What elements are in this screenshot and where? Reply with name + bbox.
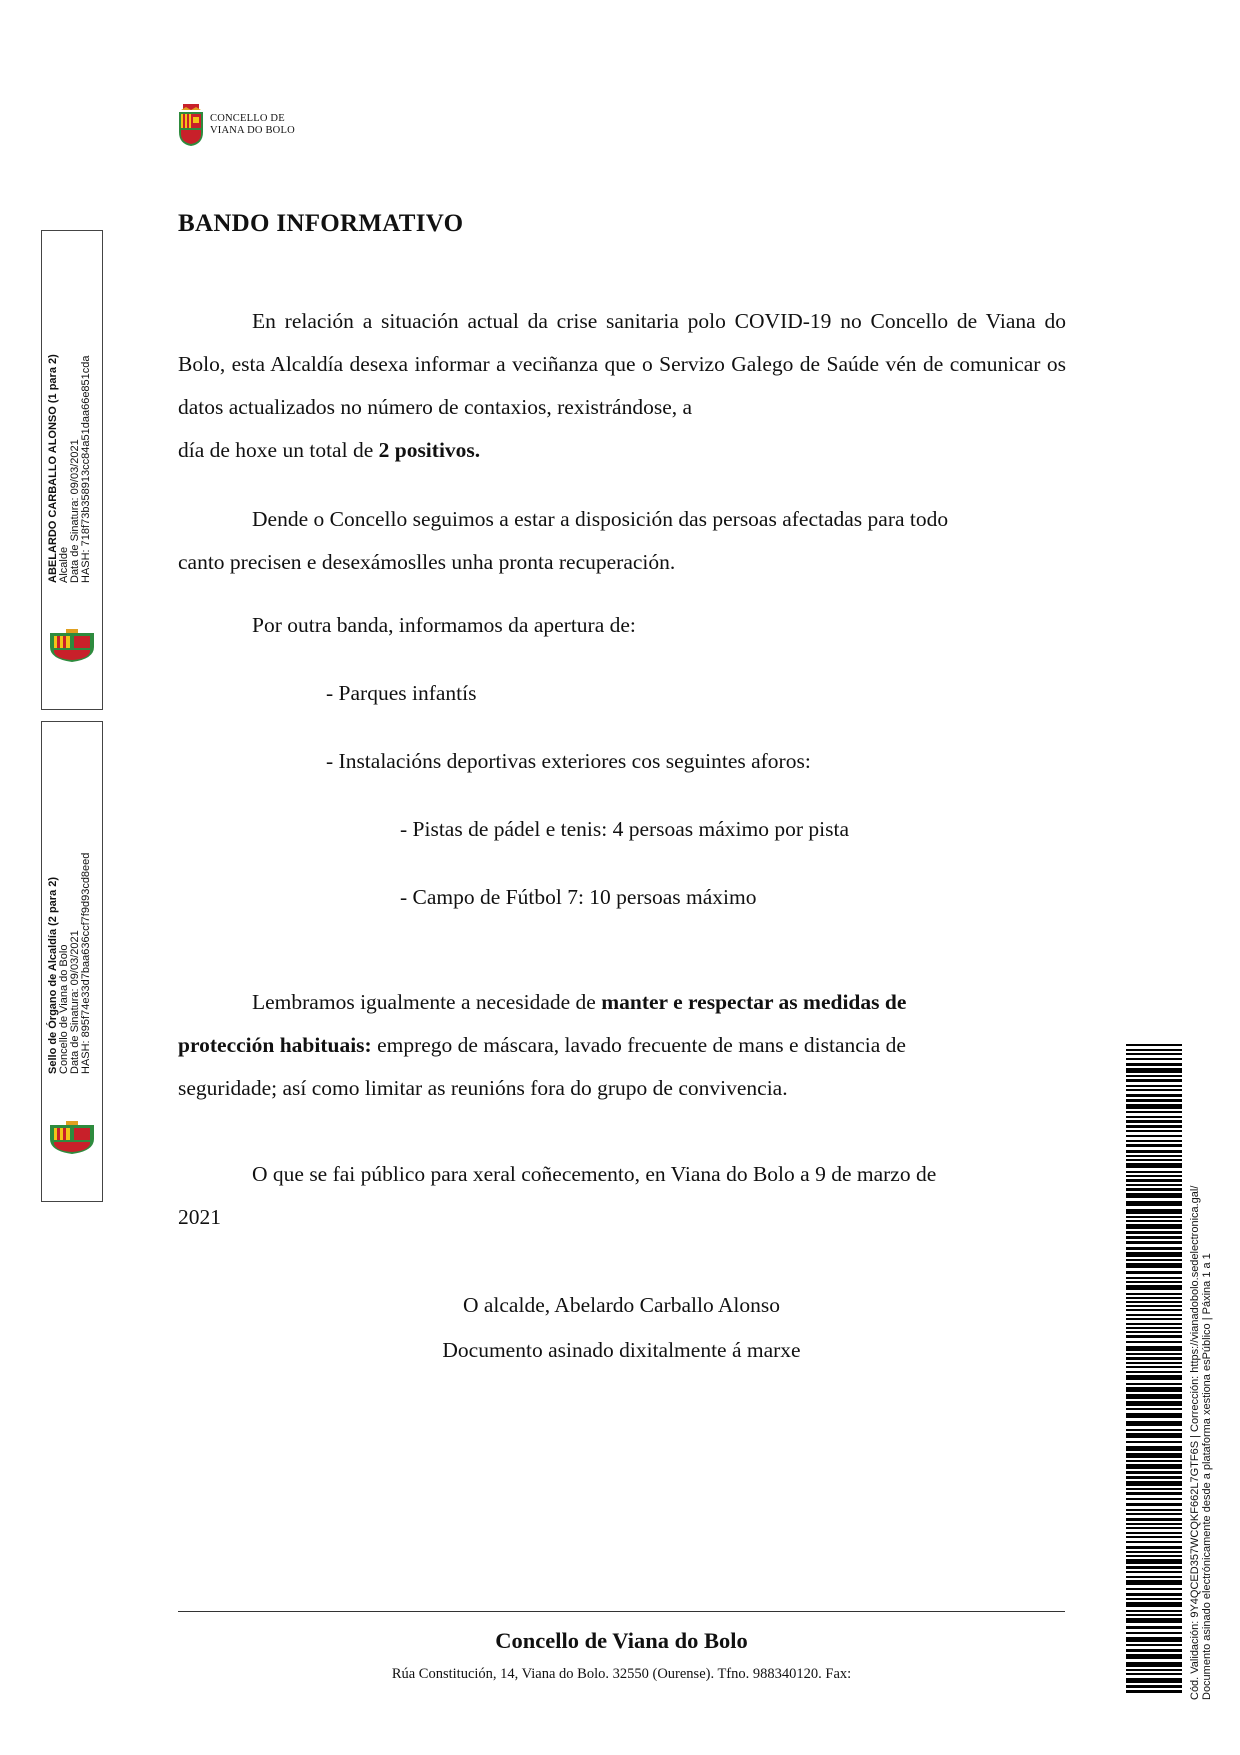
- barcode-bar: [1126, 1498, 1182, 1500]
- paragraph-4-text: Lembramos igualmente a necesidade de: [252, 990, 602, 1014]
- barcode-bar: [1126, 1259, 1182, 1261]
- barcode-bar: [1126, 1460, 1182, 1462]
- barcode-bar: [1126, 1281, 1182, 1283]
- barcode-bar: [1126, 1532, 1182, 1534]
- barcode-bar: [1126, 1453, 1182, 1458]
- barcode-bar: [1126, 1518, 1182, 1521]
- paragraph-4-bold: manter e respectar as medidas de: [601, 990, 907, 1014]
- signatory: O alcalde, Abelardo Carballo Alonso: [462, 1293, 781, 1317]
- barcode-bar: [1126, 1610, 1182, 1612]
- barcode-bar: [1126, 1371, 1182, 1373]
- signer-name: Sello de Órgano de Alcaldía (2 para 2): [47, 876, 59, 1074]
- barcode-bar: [1126, 1236, 1182, 1239]
- barcode-bar: [1126, 1632, 1182, 1634]
- barcode-bar: [1126, 1471, 1182, 1474]
- barcode-bar: [1126, 1252, 1182, 1257]
- barcode-bar: [1126, 1063, 1182, 1066]
- barcode-bar: [1126, 1626, 1182, 1629]
- barcode-bar: [1126, 1602, 1182, 1607]
- barcode-bar: [1126, 1346, 1182, 1351]
- barcode-bar: [1126, 1523, 1182, 1525]
- barcode-bar: [1126, 1263, 1182, 1268]
- barcode-bar: [1126, 1503, 1182, 1506]
- barcode-bar: [1126, 1079, 1182, 1082]
- barcode-bar: [1126, 1614, 1182, 1616]
- barcode-bar: [1126, 1171, 1182, 1173]
- paragraph-2: [178, 498, 1066, 584]
- barcode-bar: [1126, 1408, 1182, 1410]
- barcode-bar: [1126, 1068, 1182, 1073]
- barcode-bar: [1126, 1690, 1182, 1693]
- barcode-bar: [1126, 1527, 1182, 1529]
- validation-barcode: [1126, 1044, 1182, 1695]
- barcode-bar: [1126, 1464, 1182, 1469]
- footer-divider: [178, 1611, 1065, 1612]
- barcode-bar: [1126, 1341, 1182, 1343]
- barcode-bar: [1126, 1220, 1182, 1222]
- barcode-bar: [1126, 1509, 1182, 1511]
- barcode-bar: [1126, 1241, 1182, 1244]
- barcode-bar: [1126, 1421, 1182, 1426]
- barcode-bar: [1126, 1331, 1182, 1333]
- barcode-bar: [1126, 1673, 1182, 1675]
- barcode-bar: [1126, 1058, 1182, 1060]
- barcode-bar: [1126, 1135, 1182, 1137]
- barcode-bar: [1126, 1541, 1182, 1543]
- signature-stamp-2-text: [48, 853, 92, 1074]
- paragraph-3: Por outra banda, informamos da apertura de:: [252, 613, 636, 637]
- barcode-bar: [1126, 1383, 1182, 1385]
- barcode-bar: [1126, 1353, 1182, 1355]
- barcode-bar: [1126, 1413, 1182, 1418]
- list-item: - Parques infantís: [326, 681, 477, 705]
- barcode-bar: [1126, 1188, 1182, 1191]
- barcode-bar: [1126, 1644, 1182, 1646]
- barcode-bar: [1126, 1335, 1182, 1338]
- barcode-bar: [1126, 1271, 1182, 1274]
- validation-note: Documento asinado electrónicamente desde a plataforma xestiona esPúblico | Páxina 1 a 1: [1201, 1253, 1213, 1700]
- validation-code: Cód. Validación: 9Y4QCED357WCQKF662L7GTF6S | Corrección: https://vianadobolo.sedelectronica.gal/: [1189, 1185, 1201, 1700]
- barcode-bar: [1126, 1085, 1182, 1087]
- barcode-bar: [1126, 1125, 1182, 1128]
- barcode-bar: [1126, 1120, 1182, 1123]
- barcode-bar: [1126, 1546, 1182, 1549]
- coat-of-arms-icon: [48, 629, 96, 663]
- barcode-bar: [1126, 1357, 1182, 1360]
- barcode-bar: [1126, 1184, 1182, 1186]
- barcode-bar: [1126, 1297, 1182, 1299]
- paragraph-1: [178, 300, 1066, 472]
- barcode-bar: [1126, 1551, 1182, 1553]
- barcode-bar: [1126, 1179, 1182, 1182]
- logo-line-1: CONCELLO DE: [210, 113, 285, 124]
- barcode-bar: [1126, 1441, 1182, 1443]
- barcode-bar: [1126, 1580, 1182, 1585]
- paragraph-1-line-4: día de hoxe un total de: [178, 438, 379, 462]
- barcode-bar: [1126, 1144, 1182, 1147]
- signature-block: [178, 1283, 1065, 1373]
- barcode-bar: [1126, 1387, 1182, 1392]
- barcode-bar: [1126, 1150, 1182, 1153]
- paragraph-5: [178, 1153, 1066, 1239]
- signature-stamp-1-text: [48, 354, 92, 583]
- barcode-bar: [1126, 1678, 1182, 1683]
- barcode-bar: [1126, 1559, 1182, 1564]
- paragraph-5-line-2: 2021: [178, 1205, 221, 1229]
- municipal-logo: [178, 104, 295, 146]
- signature-date: Data de Sinatura: 09/03/2021: [69, 439, 81, 583]
- barcode-bar: [1126, 1488, 1182, 1490]
- logo-line-2: VIANA DO BOLO: [210, 125, 295, 136]
- signature-hash: HASH: 895f74e33d7baa636ccf7f9d93cd8eed: [80, 852, 92, 1074]
- barcode-bar: [1126, 1593, 1182, 1596]
- paragraph-5-line-1: O que se fai público para xeral coñecemento, en Viana do Bolo a 9 de marzo de: [252, 1162, 937, 1186]
- barcode-bar: [1126, 1159, 1182, 1161]
- paragraph-4-text: emprego de máscara, lavado frecuente de mans e distancia de: [371, 1033, 906, 1057]
- barcode-bar: [1126, 1231, 1182, 1234]
- barcode-bar: [1126, 1323, 1182, 1325]
- signer-role: Concello de Viana do Bolo: [58, 944, 70, 1074]
- sub-list-item: - Campo de Fútbol 7: 10 persoas máximo: [400, 885, 757, 909]
- barcode-bar: [1126, 1305, 1182, 1307]
- barcode-bar: [1126, 1216, 1182, 1218]
- barcode-bar: [1126, 1155, 1182, 1157]
- barcode-bar: [1126, 1099, 1182, 1102]
- signature-note: Documento asinado dixitalmente á marxe: [442, 1338, 801, 1362]
- signature-stamp-1: [41, 230, 103, 710]
- barcode-bar: [1126, 1301, 1182, 1303]
- barcode-bar: [1126, 1637, 1182, 1642]
- barcode-bar: [1126, 1476, 1182, 1479]
- barcode-bar: [1126, 1654, 1182, 1659]
- barcode-bar: [1126, 1285, 1182, 1290]
- signature-stamp-2: [41, 721, 103, 1202]
- paragraph-4: [178, 981, 1066, 1110]
- barcode-bar: [1126, 1209, 1182, 1214]
- paragraph-1-line-2: Viana do Bolo, esta Alcaldía desexa informar a veciñanza que o Servizo Galego de: [178, 309, 1066, 376]
- barcode-bar: [1126, 1669, 1182, 1671]
- barcode-bar: [1126, 1247, 1182, 1250]
- document-title: BANDO INFORMATIVO: [178, 210, 464, 237]
- barcode-bar: [1126, 1429, 1182, 1431]
- barcode-bar: [1126, 1649, 1182, 1652]
- logo-text: [210, 113, 295, 137]
- barcode-bar: [1126, 1053, 1182, 1055]
- barcode-bar: [1126, 1588, 1182, 1590]
- barcode-bar: [1126, 1662, 1182, 1667]
- signer-name: ABELARDO CARBALLO ALONSO (1 para 2): [47, 354, 59, 583]
- paragraph-4-text: seguridade; así como limitar as reunións fora do grupo de convivencia.: [178, 1076, 788, 1100]
- sub-list-item: - Pistas de pádel e tenis: 4 persoas máximo por pista: [400, 817, 850, 841]
- barcode-bar: [1126, 1293, 1182, 1295]
- barcode-bar: [1126, 1116, 1182, 1118]
- barcode-bar: [1126, 1111, 1182, 1113]
- barcode-bar: [1126, 1571, 1182, 1573]
- paragraph-4-bold: protección habituais:: [178, 1033, 372, 1057]
- barcode-bar: [1126, 1049, 1182, 1051]
- barcode-bar: [1126, 1140, 1182, 1142]
- paragraph-1-line-1: En relación a situación actual da crise sanitaria polo COVID-19 no Concello de: [252, 309, 978, 333]
- signature-date: Data de Sinatura: 09/03/2021: [69, 930, 81, 1074]
- barcode-bar: [1126, 1401, 1182, 1406]
- validation-text: [1189, 1186, 1213, 1700]
- barcode-bar: [1126, 1566, 1182, 1569]
- barcode-bar: [1126, 1175, 1182, 1177]
- signature-hash: HASH: 718f73b358913cc84a51daa66e851cda: [80, 355, 92, 583]
- barcode-bar: [1126, 1433, 1182, 1438]
- barcode-bar: [1126, 1362, 1182, 1364]
- barcode-bar: [1126, 1492, 1182, 1495]
- footer-address: Rúa Constitución, 14, Viana do Bolo. 32550 (Ourense). Tfno. 988340120. Fax:: [391, 1666, 852, 1682]
- barcode-bar: [1126, 1201, 1182, 1206]
- barcode-bar: [1126, 1094, 1182, 1097]
- barcode-bar: [1126, 1277, 1182, 1279]
- signer-role: Alcalde: [58, 546, 70, 583]
- list-item: - Instalacións deportivas exteriores cos seguintes aforos:: [326, 749, 811, 773]
- barcode-bar: [1126, 1075, 1182, 1077]
- barcode-bar: [1126, 1224, 1182, 1229]
- barcode-bar: [1126, 1481, 1182, 1486]
- barcode-bar: [1126, 1685, 1182, 1688]
- barcode-bar: [1126, 1163, 1182, 1168]
- barcode-bar: [1126, 1375, 1182, 1380]
- barcode-bar: [1126, 1130, 1182, 1132]
- barcode-bar: [1126, 1309, 1182, 1311]
- barcode-bar: [1126, 1318, 1182, 1320]
- coat-of-arms-icon: [178, 104, 204, 146]
- barcode-bar: [1126, 1394, 1182, 1399]
- footer-organization: Concello de Viana do Bolo: [495, 1628, 748, 1653]
- barcode-bar: [1126, 1536, 1182, 1538]
- coat-of-arms-icon: [48, 1121, 96, 1155]
- barcode-bar: [1126, 1446, 1182, 1451]
- barcode-bar: [1126, 1555, 1182, 1557]
- positives-count: 2 positivos.: [378, 438, 481, 462]
- barcode-bar: [1126, 1366, 1182, 1368]
- barcode-bar: [1126, 1598, 1182, 1600]
- barcode-bar: [1126, 1089, 1182, 1091]
- barcode-bar: [1126, 1314, 1182, 1316]
- barcode-bar: [1126, 1513, 1182, 1515]
- paragraph-1-line-3: Saúde vén de comunicar os datos actualizados no número de contaxios, rexistrándose, a: [178, 352, 1067, 419]
- barcode-bar: [1126, 1327, 1182, 1329]
- barcode-bar: [1126, 1193, 1182, 1198]
- paragraph-2-line-1: Dende o Concello seguimos a estar a disposición das persoas afectadas para todo: [252, 507, 949, 531]
- barcode-bar: [1126, 1044, 1182, 1046]
- barcode-bar: [1126, 1576, 1182, 1578]
- paragraph-2-line-2: canto precisen e desexámoslles unha pronta recuperación.: [178, 550, 676, 574]
- barcode-bar: [1126, 1104, 1182, 1109]
- barcode-bar: [1126, 1618, 1182, 1623]
